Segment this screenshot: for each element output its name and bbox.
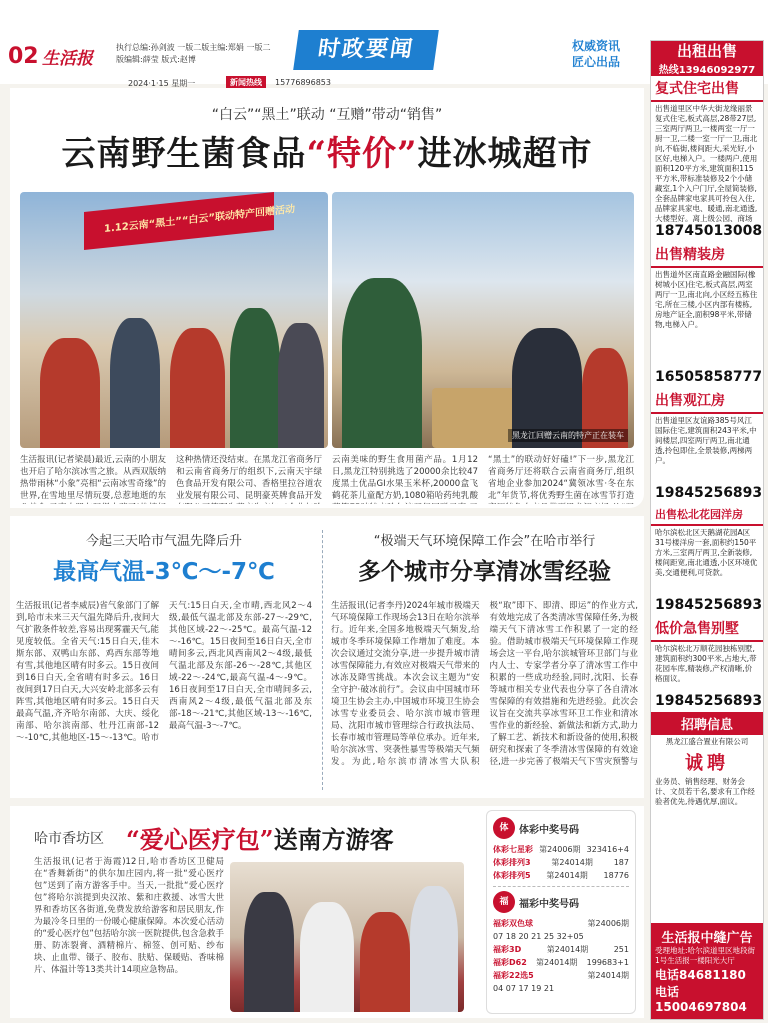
welfare-lottery-logo-icon: 福 (493, 891, 515, 913)
lottery-row: 福彩22选5 第24014期 (493, 971, 629, 980)
ad-category: 出售观江房 (651, 388, 763, 414)
main-col-2: 这种热情还没结束。在黑龙江省商务厅和云南省商务厅的组织下,云南天宇绿色食品开发有限公司、香格里拉谷道农业发展有限公司、昆明豪英牌食品开发 (176, 455, 322, 501)
main-body (20, 454, 634, 504)
event-banner-text: 1.12云南“黑土”“白云”联动特产回赠活动 (104, 203, 295, 236)
weather-kicker: 今起三天哈市气温先降后升 (85, 534, 242, 549)
ad-phone: 19845256893 (655, 597, 763, 613)
section-title: 时政要闻 (293, 30, 439, 70)
medical-body: 生活报讯(记者于海霞)12日,哈市香坊区卫健局在“香舞新街”的供尔加庄园内,将一批“爱心医疗包”送到了南方游客手中。当天,一批批“爱心医疗包”将哈尔滨提到央汉浓、紫和庄救援、冰雪大世界和香坊区各街道,免费发放给游客和居民朋友,作为最冷冬日里的一份暖心健康保障。本次爱心活动的“爱心医疗包”包括哈尔滨一医院提供,包含急救手册、防冻裂膏、酒精棉片、棉签、创可贴、纱布块、止血带、镊子、胶布、肤贴、保暖贴、香味棉片、体温计等13类共计14项应急物品。 (34, 857, 224, 975)
person-figure (230, 308, 280, 448)
recruit-title: 诚聘 (685, 753, 729, 774)
main-col-1: 生活报讯(记者梁晨)最近,云南的小朋友也开启了哈尔滨冰雪之旅。从西双版纳热带雨林“小象”亮相“云南冰雪奇缘”的世界,在雪地里尽情玩耍,总惹地逝的东 (20, 455, 166, 501)
lottery-row: 福彩3D 第24014期 251 (493, 945, 629, 954)
person-figure (342, 278, 422, 448)
ad-text: 哈尔滨松北万顺花园独栋别墅,建筑面积约300平米,占地大,带花园车库,精装修,产权清晰,价格面议。 (655, 644, 757, 683)
ad-phone: 19845256893 (655, 485, 763, 501)
divider (493, 886, 629, 887)
person-figure (278, 323, 324, 448)
headline-highlight: “特价” (306, 134, 418, 174)
classified-ads (650, 40, 764, 1020)
welfare-lottery-header (493, 891, 629, 913)
ad-text: 出售道里区友谊路385号风江国际住宅,建筑面积243平米,中间楼层,四室两厅两卫,南北通透,拎包即住,全景装修,两梯两户。 (655, 416, 757, 465)
ad-phone: 19845256893 (655, 693, 763, 709)
ad-phone: 18745013008 (655, 223, 763, 239)
main-col-4: “黑土”的联动好好磕!”下一步,黑龙江省商务厅还将联合云南省商务厅,组织省地企业参加2024“冀领冰雪·冬在东北”年货节,将优秀野生菌在冰雪节打造 (488, 455, 634, 501)
person-figure (110, 318, 160, 448)
sports-lottery-header (493, 817, 629, 839)
weather-headline: 最高气温-3℃～-7℃ (53, 559, 275, 585)
weather-body: 生活报讯(记者李威辰)省气象部门了解到,哈市未来三天气温先降后升,夜间大气扩散条件较差,容易出现雾霾天气,能见度较低。全省天气:15日白天,佳木斯东部、双鸭山东部、鸡西东部等地有雪,其他地区晴有时多云。15日夜间到16日白天,全省晴有时多云。16日夜间到17日白天,大兴安岭北部多云有阵雪,其他地区晴有时多云。15日白天最高气温,齐齐哈尔南部、大庆、绥化南部、哈尔滨南部、牡丹江南部-12～-10℃,其他地区-15～-13℃。哈市天气:15日白天,全市晴,西北风2～4级,最低气温北部及东部-27～-29℃,其他区域-22～-25℃。最高气温-12～-16℃。15日夜间至16日白天,全市晴间多云,西北风西南风2～4级,最低气温北部及东部-26～-28℃,其他区域-22～-24℃,最高气温-4～-9℃。16日夜间至17日白天,全市晴间多云,西南风2～4级,最低气温北部及东部-18～-21℃,其他区域-13～-16℃,最高气温-3～-7℃。 (16, 601, 312, 743)
main-kicker: “白云”“黑土”联动 “互赠”带动“销售” (211, 107, 443, 123)
paper-logo: 生活报 (42, 49, 93, 69)
sports-lottery-title: 体彩中奖号码 (519, 824, 579, 836)
ads-hotline: 热线13946092977 (651, 61, 763, 76)
gutter-ad-phone: 电话15004697804 (655, 985, 747, 1014)
meeting-headline: 多个城市分享清冰雪经验 (358, 559, 611, 585)
lottery-results (486, 810, 636, 1014)
gutter-ad-phone: 电话84681180 (655, 968, 746, 982)
main-col-3: 云南美味的野生食用菌产品。1月12日,黑龙江特别挑选了20000余比较47度黑土优品GI水果玉米杯,20000盒飞鹤花茶儿童配方奶,1080箱哈药纯乳酸 (332, 455, 478, 501)
sports-lottery-logo-icon: 体 (493, 817, 515, 839)
slogan-line-1: 权威资讯 (572, 39, 621, 53)
ads-title: 出租出售 (651, 41, 763, 61)
main-story (10, 88, 644, 508)
photo-medical-packs (230, 862, 464, 1012)
lottery-row: 福彩双色球 第24006期 (493, 919, 629, 928)
news-row-3 (10, 806, 644, 1018)
ad-text: 出售道里区中华大街龙缘丽景复式住宅,板式高层,28带27层,三室两厅两卫,一楼两室一厅一厨一卫,二楼一室一厅一卫,南北向,不临街,楼间距大,采光好,小区好,电梯入户。一楼两户,使用面积120平方米,建筑面积115平方米,带标准装修及2个小储藏室,1个入户门厅,全屋简装修,全套品牌家电家具可拎包入住,品牌家具家电、暖通,南北通透,大楼型好。离上级公园、商场 (655, 104, 758, 222)
photo-loading-truck (332, 192, 634, 448)
lottery-row: 体彩七星彩 第24006期 323416+4 (493, 845, 629, 854)
lottery-row: 福彩D62 第24014期 199683+1 (493, 958, 629, 967)
lottery-numbers: 07 18 20 21 25 32+05 (493, 932, 584, 941)
sports-lottery-list (493, 843, 629, 882)
slogan-line-2: 匠心出品 (572, 55, 621, 69)
ad-text: 哈尔滨松北区天鹅湖花园A区31号楼洋房一套,面积约150平方米,三室两厅两卫,全新装修,楼间距宽,南北通透,小区环境优美,交通便利,可贷款。 (655, 528, 758, 577)
meeting-kicker: “极端天气环境保障工作会”在哈市举行 (373, 534, 596, 549)
person-figure (40, 338, 100, 448)
page-number: 02 (8, 44, 39, 69)
meeting-body: 生活报讯(记者李丹)2024年城市极端天气环境保障工作现场会13日在哈尔滨举行。近年来,全国多地极端天气频发,给城市冬季环境保障工作增加了难度。本次会议通过交流分享,进一步提升城市清冰雪保障能力,有效应对极端天气带来的冰冻及降雪挑战。本次会议主题为“安全守护·破冰前行”。会议由中国城市环境卫生协会主办,中国城市环境卫生协会冰雪专业委员会、哈尔滨市城市管理局、沈阳市城市管理综合行政执法局、长春市城市管理局等单位承办。近年来,哈尔滨冰雪、突袭性暴雪等极端天气频发。为此,哈尔滨市清冰雪大队积极“取”即下、即清、即运”的作业方式,有效地完成了各类清冰雪保障任务,为极端天气下清冰雪工作积累了一定的经验。借助城市极端天气环境保障工作现场会这一平台,哈尔滨城管环卫部门与业内人士、专家学者分享了清冰雪工作中积累的一些成功经验,同时,沈阳、长春等城市相关专业代表也分享了各自清冰雪保障的有效措施和先进经验。此次会议旨在交流共享冰雪环卫工作业和清冰雪作业的新经验、新做法和新方式,助力了解工艺、新技术和新设备的使用,积极研究和探索了冬季清冰雪保障的有效途径,进一步完善了极端天气下雪灾预警与 (331, 601, 638, 767)
ice-meeting-article (322, 530, 638, 790)
ad-category: 复式住宅出售 (651, 76, 763, 102)
ad-category: 出售精装房 (651, 242, 763, 268)
photo-event-stage (20, 192, 328, 448)
person-figure (300, 902, 354, 1012)
ad-category: 低价急售别墅 (651, 616, 763, 642)
editor-credits: 执行总编:孙剑波 一版二版主编:郑娟 一版二版编辑:薛莹 版式:赵博 (116, 43, 271, 64)
headline-part-2: 进冰城超市 (417, 134, 593, 174)
medical-kicker: 哈市香坊区 (34, 831, 104, 847)
recruit-company: 黑龙江盛合置业有限公司 (665, 737, 749, 746)
gutter-ad-box (651, 923, 763, 1019)
gutter-ad-address: 受理地址:哈尔滨道里区地段街1号生活报一楼阳光大厅 (655, 946, 756, 965)
hotline-label: 新闻热线 (226, 76, 266, 89)
weather-article (16, 530, 312, 790)
main-headline (10, 126, 644, 175)
medical-headline-rest: 送南方游客 (273, 825, 394, 854)
slogan (572, 38, 620, 70)
person-figure (170, 328, 225, 448)
ad-category: 出售松北花园洋房 (651, 504, 763, 526)
lottery-row: 体彩排列5 第24014期 18776 (493, 871, 629, 880)
gutter-ad-title: 生活报中缝广告 (661, 931, 753, 946)
medical-headline (126, 820, 394, 855)
hotline-number: 15776896853 (275, 78, 331, 87)
welfare-lottery-title: 福彩中奖号码 (519, 898, 579, 910)
issue-date: 2024·1·15 星期一 (128, 79, 196, 88)
news-row-2 (10, 516, 644, 798)
person-figure (360, 912, 410, 1012)
person-figure (244, 892, 294, 1012)
headline-part-1: 云南野生菌食品 (61, 134, 307, 174)
lottery-numbers: 04 07 17 19 21 (493, 984, 555, 993)
recruit-header: 招聘信息 (651, 712, 763, 735)
recruit-text: 业务员、销售经理、财务会计、文员若干名,要求有工作经验者优先,待遇优厚,面议。 (655, 777, 755, 806)
ad-text: 出售道外区南直路金融国际(橡树城小区)住宅,板式高层,两室两厅一卫,南北向,小区经五栋住宅,所在三楼,小区内部有楼栋,房地产证全,面积98平米,带储物,电梯入户。 (655, 270, 758, 329)
person-figure (410, 886, 458, 1012)
photo-caption: 黑龙江回赠云南的特产正在装车 (508, 429, 628, 442)
ad-phone: 16505858777 (655, 369, 763, 385)
medical-headline-highlight: “爱心医疗包” (126, 825, 274, 854)
lottery-row: 体彩排列3 第24014期 187 (493, 858, 629, 867)
